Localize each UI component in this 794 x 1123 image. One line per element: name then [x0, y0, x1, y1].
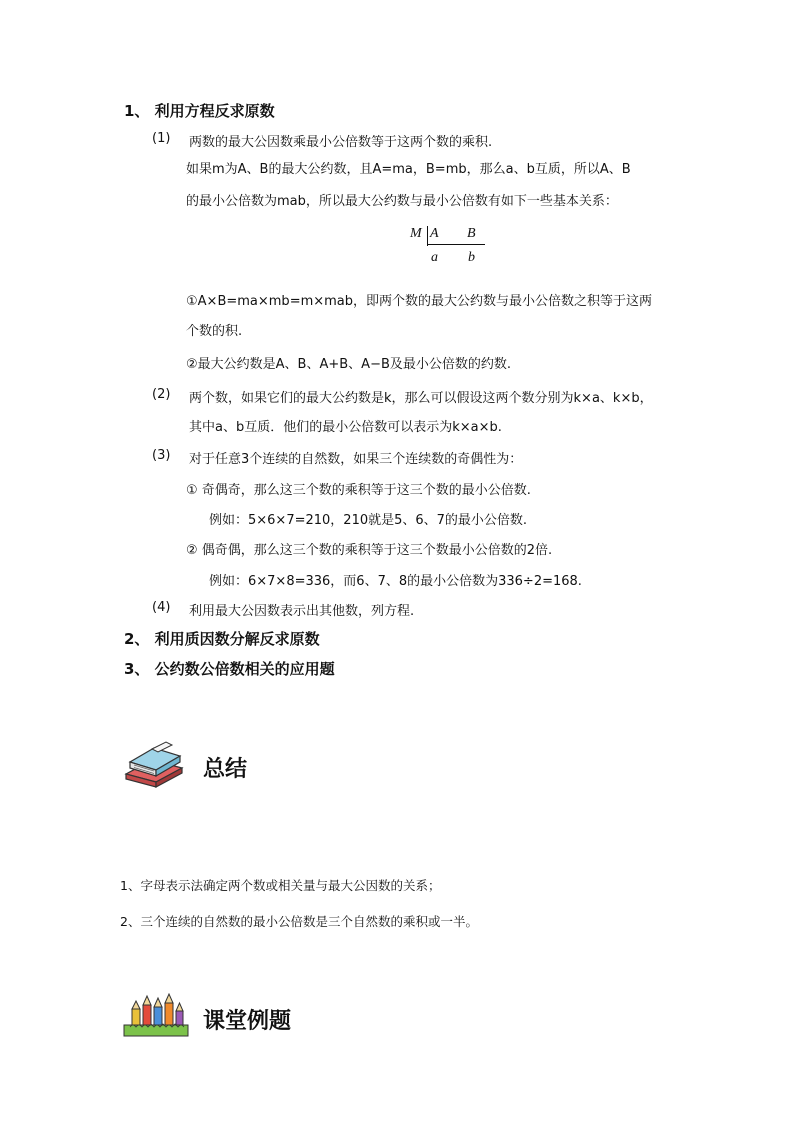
relation-1-line2: 个数的积.	[186, 324, 243, 339]
div-a-lower: a	[431, 250, 438, 265]
summary-line-2: 2、三个连续的自然数的最小公倍数是三个自然数的乘积或一半。	[120, 914, 478, 929]
div-horizontal-line	[427, 244, 485, 245]
short-division-diagram	[410, 223, 482, 267]
pencils-icon	[122, 993, 192, 1039]
examples-title: 课堂例题	[203, 1009, 292, 1034]
books-icon	[122, 740, 188, 790]
div-b-upper: B	[467, 226, 476, 241]
div-vertical-line	[427, 226, 428, 246]
item-3-example2: 例如：6×7×8=336，而6、7、8的最小公倍数为336÷2=168.	[209, 574, 582, 589]
div-m: M	[410, 226, 422, 241]
item-2-line2: 其中a、b互质．他们的最小公倍数可以表示为k×a×b.	[189, 420, 502, 435]
item-3-sub1: ① 奇偶奇，那么这三个数的乘积等于这三个数的最小公倍数.	[186, 483, 531, 498]
item-3-sub2: ② 偶奇偶，那么这三个数的乘积等于这三个数最小公倍数的2倍.	[186, 543, 553, 558]
relation-1-line1: ①A×B=ma×mb=m×mab，即两个数的最大公约数与最小公倍数之积等于这两	[186, 294, 653, 309]
div-b-lower: b	[468, 250, 475, 265]
item-3-label: (3)	[152, 448, 171, 463]
summary-line-1: 1、字母表示法确定两个数或相关量与最大公因数的关系；	[120, 878, 441, 893]
item-1-label: (1)	[152, 131, 171, 146]
item-1-line3: 的最小公倍数为mab，所以最大公约数与最小公倍数有如下一些基本关系：	[186, 194, 618, 209]
item-2-label: (2)	[152, 387, 171, 402]
relation-2: ②最大公约数是A、B、A+B、A−B及最小公倍数的约数.	[186, 357, 512, 372]
item-1-line2: 如果m为A、B的最大公约数，且A=ma，B=mb，那么a、b互质，所以A、B	[186, 162, 631, 177]
item-1-text: 两数的最大公因数乘最小公倍数等于这两个数的乘积.	[189, 135, 493, 150]
heading-3: 3、 公约数公倍数相关的应用题	[124, 660, 335, 678]
item-3-example1: 例如：5×6×7=210，210就是5、6、7的最小公倍数.	[209, 513, 528, 528]
heading-1: 1、 利用方程反求原数	[124, 102, 275, 120]
summary-title: 总结	[203, 757, 248, 782]
item-3-line1: 对于任意3个连续的自然数，如果三个连续数的奇偶性为：	[189, 452, 523, 467]
heading-2: 2、 利用质因数分解反求原数	[124, 630, 320, 648]
div-a-upper: A	[430, 226, 439, 241]
item-2-line1: 两个数，如果它们的最大公约数是k，那么可以假设这两个数分别为k×a、k×b，	[189, 391, 653, 406]
item-4-label: (4)	[152, 600, 171, 615]
item-4-text: 利用最大公因数表示出其他数，列方程.	[189, 604, 415, 619]
